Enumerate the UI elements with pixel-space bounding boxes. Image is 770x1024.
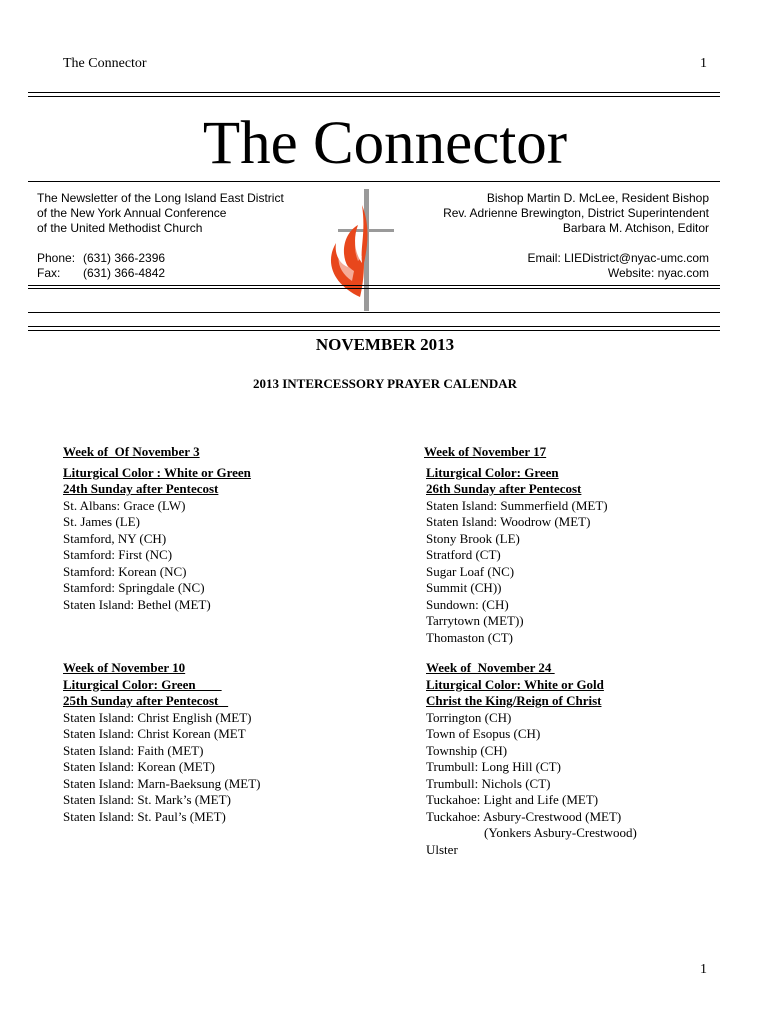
masthead-title: The Connector	[202, 110, 568, 177]
week-block	[63, 660, 260, 825]
running-header-title: The Connector	[63, 56, 147, 71]
liturgical-sunday: 24th Sunday after Pentecost	[63, 481, 219, 496]
footer-page-number: 1	[700, 962, 707, 977]
running-header-page-number: 1	[700, 56, 707, 71]
week-block	[63, 444, 251, 613]
church-item: Staten Island: Marn-Baeksung (MET)	[63, 775, 261, 791]
church-item: Town of Esopus (CH)	[426, 726, 541, 741]
church-item: Staten Island: Christ Korean (MET	[63, 726, 246, 741]
liturgical-sunday: 26th Sunday after Pentecost	[426, 481, 582, 496]
issue-month: NOVEMBER 2013	[315, 335, 455, 354]
church-item: Stamford: Korean (NC)	[63, 563, 187, 579]
church-item: Trumbull: Long Hill (CT)	[426, 759, 561, 774]
website-line: Website: nyac.com	[607, 266, 709, 280]
church-item: Summit (CH))	[426, 580, 502, 595]
church-item: Staten Island: Summerfield (MET)	[426, 497, 608, 513]
phone-number: (631) 366-2396	[83, 251, 166, 265]
section-divider	[28, 330, 720, 331]
church-item: Tarrytown (MET))	[426, 613, 524, 628]
section-divider	[28, 312, 720, 313]
church-item: Stamford: Springdale (NC)	[63, 580, 205, 595]
week-block	[424, 444, 608, 646]
header-divider	[28, 96, 720, 97]
church-item: Staten Island: Korean (MET)	[63, 759, 215, 774]
church-item: Staten Island: Faith (MET)	[63, 742, 204, 758]
week-heading: Week of Of November 3	[63, 444, 200, 459]
week-heading: Week of November 10	[63, 660, 186, 675]
fax-label: Fax:	[37, 266, 61, 280]
church-item: St. Albans: Grace (LW)	[63, 497, 186, 513]
calendar-title: 2013 INTERCESSORY PRAYER CALENDAR	[252, 376, 518, 391]
church-item: Staten Island: St. Mark’s (MET)	[63, 792, 231, 807]
church-item: Tuckahoe: Asbury-Crestwood (MET)	[426, 808, 622, 824]
header-divider	[28, 92, 720, 93]
fax-number: (631) 366-4842	[83, 266, 166, 280]
officials-line: Rev. Adrienne Brewington, District Superintendent	[443, 206, 709, 220]
week-heading: Week of November 17	[424, 444, 547, 459]
church-item: Township (CH)	[426, 742, 508, 758]
liturgical-color: Liturgical Color: Green	[63, 676, 222, 692]
cross-and-flame-icon	[314, 185, 404, 313]
phone-fax-block	[37, 251, 165, 281]
church-item: Thomaston (CT)	[426, 629, 514, 645]
church-item: Stamford: First (NC)	[63, 547, 173, 562]
publisher-line: of the New York Annual Conference	[37, 206, 227, 220]
week-heading: Week of November 24	[426, 660, 555, 675]
officials-line: Bishop Martin D. McLee, Resident Bishop	[486, 191, 709, 205]
phone-line	[37, 251, 165, 266]
info-divider	[28, 288, 720, 289]
church-item: Stamford, NY (CH)	[63, 530, 167, 546]
info-divider	[28, 285, 720, 286]
liturgical-color: Liturgical Color : White or Green	[63, 464, 251, 480]
publisher-info	[37, 191, 284, 236]
church-item: Staten Island: Christ English (MET)	[63, 709, 252, 725]
church-item: Staten Island: Bethel (MET)	[63, 596, 211, 612]
publisher-line: The Newsletter of the Long Island East District	[37, 191, 284, 205]
officials-info	[443, 191, 709, 236]
fax-line	[37, 266, 165, 281]
liturgical-color: Liturgical Color: Green	[426, 464, 559, 480]
masthead-divider	[28, 181, 720, 182]
church-item: Tuckahoe: Light and Life (MET)	[426, 792, 599, 807]
church-item: Sugar Loaf (NC)	[426, 563, 515, 579]
liturgical-color: Liturgical Color: White or Gold	[426, 676, 604, 692]
liturgical-sunday: Christ the King/Reign of Christ	[426, 693, 602, 708]
publisher-line: of the United Methodist Church	[37, 221, 203, 235]
church-item: Staten Island: Woodrow (MET)	[426, 514, 591, 529]
church-item: Stratford (CT)	[426, 547, 501, 562]
church-item: (Yonkers Asbury-Crestwood)	[484, 825, 637, 840]
email-website-block	[527, 251, 709, 281]
section-divider	[28, 326, 720, 327]
phone-label: Phone:	[37, 251, 76, 265]
church-item: Trumbull: Nichols (CT)	[426, 775, 551, 791]
officials-line: Barbara M. Atchison, Editor	[562, 221, 709, 235]
church-item: Torrington (CH)	[426, 709, 512, 725]
email-line: Email: LIEDistrict@nyac-umc.com	[527, 251, 709, 265]
church-item: St. James (LE)	[63, 514, 140, 529]
liturgical-sunday: 25th Sunday after Pentecost	[63, 693, 229, 708]
church-item: Staten Island: St. Paul’s (MET)	[63, 808, 226, 824]
church-item: Sundown: (CH)	[426, 596, 509, 612]
week-block	[426, 660, 637, 858]
church-item: Stony Brook (LE)	[426, 530, 520, 546]
church-item: Ulster	[426, 841, 458, 857]
